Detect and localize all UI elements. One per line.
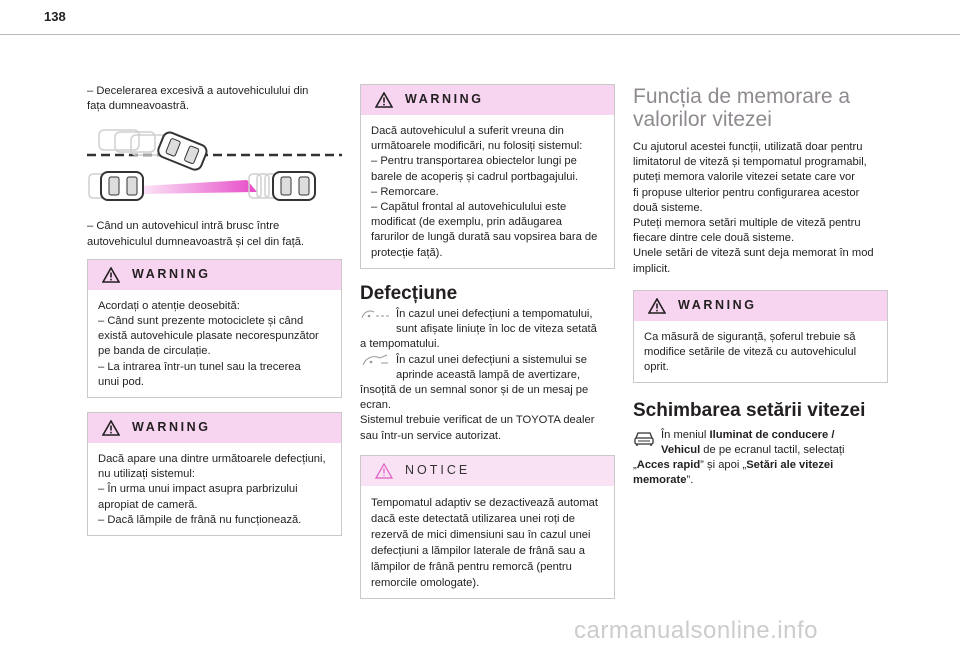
warning-box-4 bbox=[633, 290, 888, 384]
cruise-dashes-icon bbox=[360, 307, 390, 321]
warning-body: Dacă autovehiculul a suferit vreuna din următoarele modificări, nu folosiți sistemul: – Pentru transportarea obiectelor lungi pe barele de acoperiș și cadrul portbagajului. – Remorcare. – Capătul frontal al autovehiculului este modificat (de exemplu, prin adăugarea farurilor de lungă durată sau vopsirea bara de protecție față). bbox=[371, 125, 598, 259]
car-settings-icon bbox=[633, 428, 655, 448]
warning-triangle-icon bbox=[102, 267, 120, 283]
warning-body: Dacă apare una dintre următoarele defecțiuni, nu utilizați sistemul: – În urma unui impact asupra parbrizului apropiat de cameră. – Dacă lămpile de frână nu funcționează. bbox=[98, 453, 326, 526]
warning-box-1 bbox=[87, 259, 342, 398]
warning-box-3 bbox=[360, 84, 615, 269]
section-heading-speed-memory: Funcția de memorare a valorilor vitezei bbox=[633, 85, 851, 131]
cruise-warning-lamp-icon bbox=[360, 353, 390, 367]
warning-box-2 bbox=[87, 412, 342, 536]
column-1 bbox=[87, 84, 342, 536]
illustration-vehicle-cut-in bbox=[87, 122, 342, 217]
warning-body: Acordați o atenție deosebită: – Când sunt prezente motociclete și când există autovehicule plasate necorespunzător pe banda de circulație. – La intrarea într-un tunel sau la trecerea unui pod. bbox=[98, 299, 319, 388]
warning-title: WARNING bbox=[132, 420, 211, 435]
column-2 bbox=[360, 84, 615, 599]
section-heading-change-speed: Schimbarea setării vitezei bbox=[633, 400, 866, 422]
change-speed-instructions: În meniul Iluminat de conducere / Vehicul de pe ecranul tactil, selectați bbox=[633, 428, 888, 458]
notice-header bbox=[361, 456, 614, 486]
malfunction-para-2: În cazul unei defecțiuni a sistemului se aprinde această lampă de avertizare, însoțită de un semnal sonor și de un mesaj pe ecran. Sistemul trebuie verificat de un TOYOTA dealer sau într-un service autorizat. bbox=[360, 353, 595, 442]
warning-triangle-icon bbox=[102, 420, 120, 436]
warning-title: WARNING bbox=[132, 267, 211, 282]
notice-body: Tempomatul adaptiv se dezactivează automat dacă este detectată utilizarea unei roți de rezervă de mici dimensiuni sau în cazul unei defecțiuni a lămpilor laterale de frână sau a lămpilor de frână pentru remorcă (pentru remorcile omologate). bbox=[371, 496, 598, 589]
malfunction-para-1: În cazul unei defecțiuni a tempomatului, sunt afișate liniuțe în loc de viteza setată a tempomatului. bbox=[360, 308, 597, 351]
watermark: carmanualsonline.info bbox=[574, 617, 818, 644]
cut-in-diagram bbox=[87, 122, 342, 217]
warning-header bbox=[88, 413, 341, 443]
warning-header bbox=[361, 85, 614, 115]
warning-title: WARNING bbox=[678, 298, 757, 313]
header-rule bbox=[0, 34, 960, 35]
notice-triangle-icon bbox=[375, 463, 393, 479]
section-heading-malfunction: Defecțiune bbox=[360, 282, 458, 304]
notice-title: NOTICE bbox=[405, 463, 471, 478]
page-number: 138 bbox=[44, 9, 66, 24]
warning-header bbox=[634, 291, 887, 321]
after-text: – Când un autovehicul intră brusc între autovehiculul dumneavoastră și cel din față. bbox=[87, 220, 305, 248]
notice-box bbox=[360, 455, 615, 599]
warning-triangle-icon bbox=[375, 92, 393, 108]
warning-header bbox=[88, 260, 341, 290]
intro-text: – Decelerarea excesivă a autovehiculului din fața dumneavoastră. bbox=[87, 85, 309, 113]
speed-memory-text: Cu ajutorul acestei funcții, utilizată doar pentru limitatorul de viteză și tempomatul programabil, puteți memora valorile vitezei setate care vor fi propuse ulterior pentru configurarea acestor două sisteme. Puteți memora setări multiple de viteză pentru fiecare dintre cele două sisteme. Unele setări de viteză sunt deja memorat în mod implicit. bbox=[633, 141, 874, 275]
column-3 bbox=[633, 84, 888, 488]
warning-triangle-icon bbox=[648, 298, 666, 314]
warning-body: Ca măsură de siguranță, șoferul trebuie să modifice setările de viteză cu autovehiculul oprit. bbox=[644, 330, 857, 374]
warning-title: WARNING bbox=[405, 92, 484, 107]
change-speed-instructions-cont: „Acces rapid” și apoi „Setări ale vitezei memorate”. bbox=[633, 459, 834, 487]
